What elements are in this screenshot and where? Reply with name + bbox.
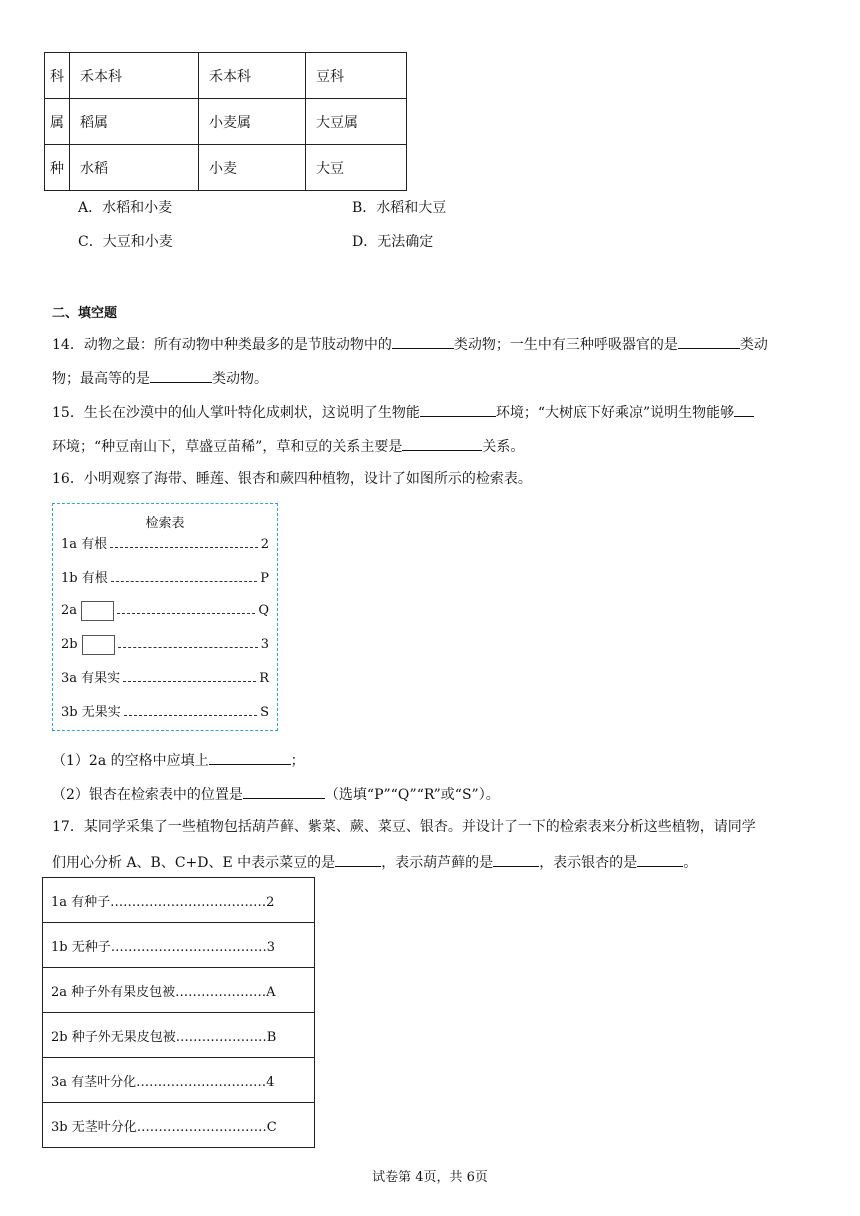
answer-blank bbox=[420, 401, 496, 417]
question-17-line-2: 们用心分析 A、B、C+D、E 中表示菜豆的是 ，表示葫芦藓的是 ，表示银杏的是 。 bbox=[52, 851, 812, 873]
q14-text: 类动物；一生中有三种呼吸器官的是 bbox=[453, 337, 678, 353]
option-d: D．无法确定 bbox=[352, 234, 434, 250]
option-a: A．水稻和小麦 bbox=[78, 200, 173, 216]
question-16-sub-1: （1）2a 的空格中应填上 ； bbox=[52, 749, 812, 771]
question-16-sub-2: （2）银杏在检索表中的位置是 （选填“P”“Q”“R”或“S”）。 bbox=[52, 783, 812, 805]
blank-box bbox=[81, 601, 114, 621]
table-cell: 2a 种子外有果皮包被…………………A bbox=[43, 968, 315, 1013]
q14-text: 物；最高等的是 bbox=[52, 371, 150, 387]
key-row: 2a Q bbox=[61, 601, 269, 621]
table-cell: 大豆 bbox=[306, 145, 407, 191]
key-table bbox=[42, 877, 315, 1148]
table-row bbox=[43, 1058, 315, 1103]
q14-text: 14．动物之最：所有动物中种类最多的是节肢动物中的 bbox=[52, 337, 392, 353]
answer-blank bbox=[209, 749, 291, 765]
answer-blank bbox=[392, 333, 454, 349]
table-row bbox=[45, 99, 407, 145]
page-footer: 试卷第 4页，共 6页 bbox=[372, 1170, 488, 1185]
q15-text: 关系。 bbox=[482, 439, 525, 455]
table-cell: 豆科 bbox=[306, 53, 407, 99]
q14-text: 类动 bbox=[739, 337, 768, 353]
question-15-line-2 bbox=[52, 435, 812, 457]
key-row: 2b 3 bbox=[61, 635, 269, 655]
table-cell: 小麦 bbox=[199, 145, 306, 191]
answer-blank bbox=[150, 367, 212, 383]
q14-text: 类动物。 bbox=[212, 371, 268, 387]
option-c: C．大豆和小麦 bbox=[78, 234, 173, 250]
question-16-text: 16．小明观察了海带、睡莲、银杏和蕨四种植物，设计了如图所示的检索表。 bbox=[52, 471, 532, 487]
table-cell: 禾本科 bbox=[70, 53, 199, 99]
table-row bbox=[45, 145, 407, 191]
table-row bbox=[43, 878, 315, 923]
table-cell: 3a 有茎叶分化…………………………4 bbox=[43, 1058, 315, 1103]
table-cell: 3b 无茎叶分化…………………………C bbox=[43, 1103, 315, 1148]
table-cell: 禾本科 bbox=[199, 53, 306, 99]
question-17-line-1: 17．某同学采集了一些植物包括葫芦藓、紫菜、蕨、菜豆、银杏。并设计了一下的检索表来分析这些植物，请同学 bbox=[52, 819, 756, 835]
table-cell: 水稻 bbox=[70, 145, 199, 191]
section-title: 二、填空题 bbox=[52, 306, 118, 321]
q15-text: 环境；“大树底下好乘凉”说明生物能够 bbox=[495, 405, 735, 421]
table-row bbox=[43, 968, 315, 1013]
table-cell: 稻属 bbox=[70, 99, 199, 145]
rank-cell: 属 bbox=[45, 99, 70, 145]
rank-cell: 种 bbox=[45, 145, 70, 191]
classification-table bbox=[44, 52, 407, 191]
answer-blank bbox=[335, 851, 381, 867]
question-14-line-2 bbox=[52, 367, 812, 389]
question-14-line-1 bbox=[52, 333, 812, 355]
table-cell: 小麦属 bbox=[199, 99, 306, 145]
table-cell: 2b 种子外无果皮包被…………………B bbox=[43, 1013, 315, 1058]
key-row: 1a 有根 2 bbox=[61, 537, 269, 552]
answer-blank bbox=[243, 783, 325, 799]
dichotomous-key bbox=[52, 503, 278, 731]
answer-blank bbox=[678, 333, 740, 349]
table-cell: 1a 有种子………………………………2 bbox=[43, 878, 315, 923]
table-cell: 1b 无种子………………………………3 bbox=[43, 923, 315, 968]
table-row bbox=[45, 53, 407, 99]
blank-box bbox=[82, 635, 115, 655]
question-15-line-1 bbox=[52, 401, 812, 423]
q15-text: 环境；“种豆南山下，草盛豆苗稀”，草和豆的关系主要是 bbox=[52, 439, 403, 455]
answer-blank bbox=[637, 851, 683, 867]
table-row bbox=[43, 1013, 315, 1058]
key-row: 3a 有果实 R bbox=[61, 671, 269, 686]
answer-blank bbox=[493, 851, 539, 867]
rank-cell: 科 bbox=[45, 53, 70, 99]
answer-blank bbox=[402, 435, 482, 451]
table-cell: 大豆属 bbox=[306, 99, 407, 145]
key-title: 检索表 bbox=[145, 516, 185, 531]
table-row bbox=[43, 923, 315, 968]
option-b: B．水稻和大豆 bbox=[352, 200, 447, 216]
table-row bbox=[43, 1103, 315, 1148]
key-row: 1b 有根 P bbox=[61, 571, 269, 586]
key-row: 3b 无果实 S bbox=[61, 705, 269, 720]
answer-blank bbox=[734, 401, 754, 417]
q15-text: 15．生长在沙漠中的仙人掌叶特化成刺状，这说明了生物能 bbox=[52, 405, 420, 421]
